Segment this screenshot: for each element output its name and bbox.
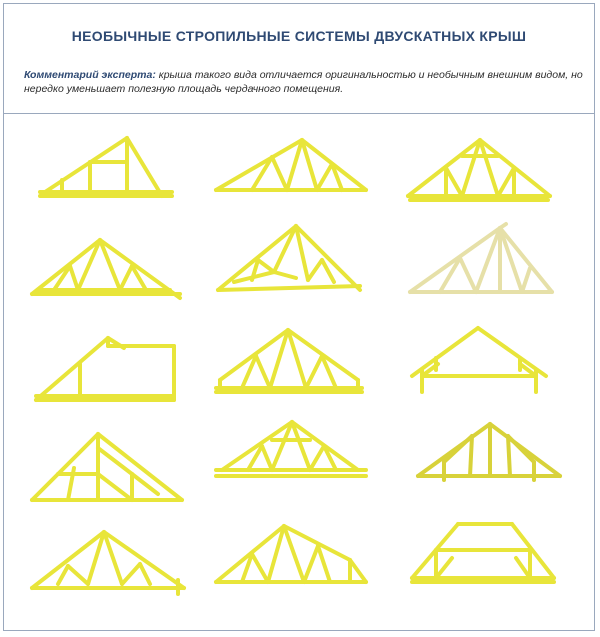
truss-fink-wide [212,134,372,199]
page-title: НЕОБЫЧНЫЕ СТРОПИЛЬНЫЕ СИСТЕМЫ ДВУСКАТНЫХ КРЫШ [71,28,527,44]
truss-attic-steep [408,322,553,402]
truss-grid [4,116,594,630]
truss-mansard-attic [408,516,558,591]
truss-asymmetric-right-long [28,428,188,508]
truss-pale-offset-peak [406,220,556,300]
truss-asymmetric-hip-with-post [32,130,182,205]
infographic-frame [3,3,595,631]
truss-half-gable-box [32,328,182,408]
header [4,4,594,114]
truss-fink-double-chord [212,416,372,486]
expert-comment [24,68,584,96]
comment-lead: Комментарий эксперта: [24,69,156,81]
truss-w-long-overhang [28,524,188,596]
truss-scissor-asymmetric [214,220,364,300]
truss-fink-steep [404,134,554,209]
truss-fink-raised-heel [212,322,367,402]
comment-text: крыша такого вида отличается оригинальностью и необычным внешним видом, но нередко уменьшает полезную площадь чердачного помещения. [24,69,583,95]
truss-king-post-hips [414,418,564,488]
truss-fink-right-step [212,520,372,590]
truss-w-overhang [28,232,188,302]
